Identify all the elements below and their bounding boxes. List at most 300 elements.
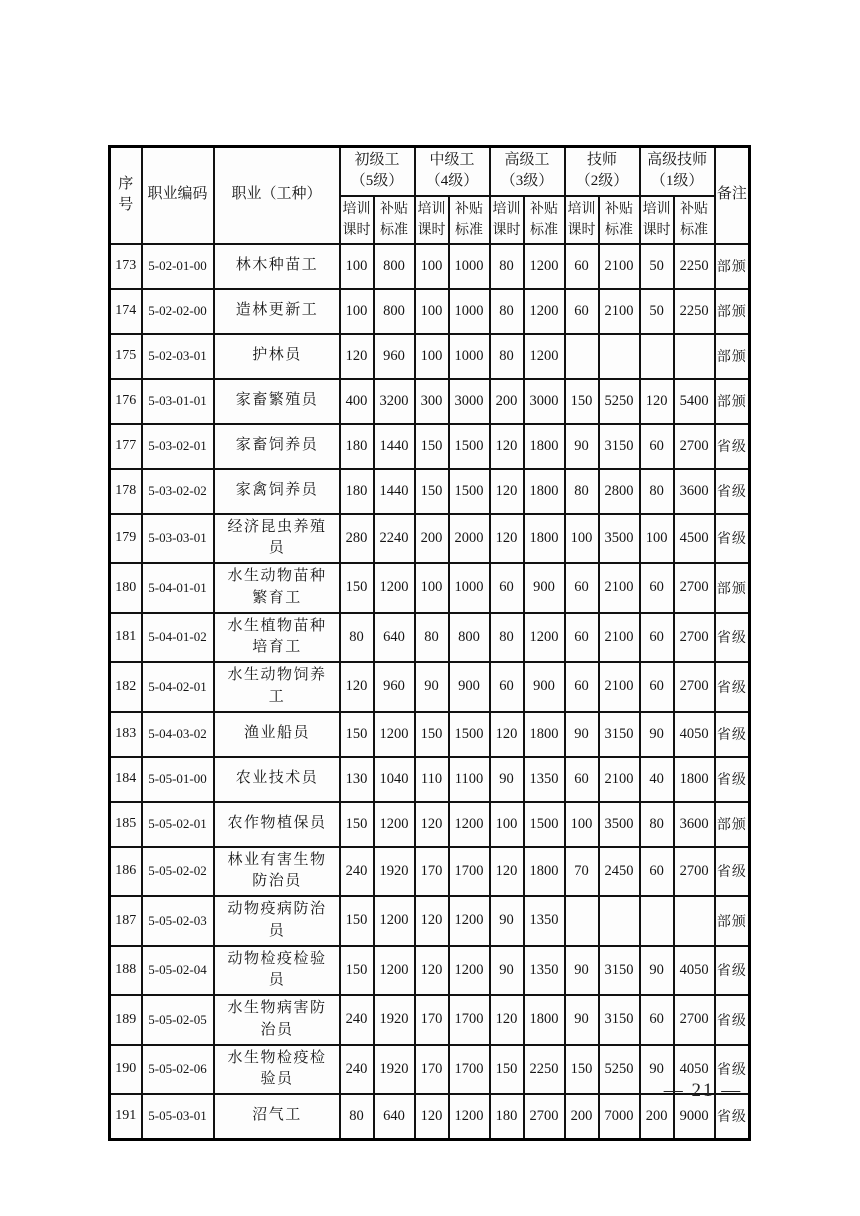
cell-code: 5-03-02-01 bbox=[142, 424, 214, 469]
cell-value: 90 bbox=[490, 757, 524, 802]
cell-value: 1440 bbox=[374, 424, 415, 469]
cell-value: 120 bbox=[490, 469, 524, 514]
cell-value: 3150 bbox=[599, 946, 640, 996]
cell-value: 50 bbox=[640, 244, 674, 289]
cell-value: 100 bbox=[415, 334, 449, 379]
cell-value: 130 bbox=[340, 757, 374, 802]
cell-value: 120 bbox=[415, 896, 449, 946]
cell-seq: 179 bbox=[110, 514, 142, 564]
cell-value: 100 bbox=[340, 244, 374, 289]
cell-value bbox=[640, 334, 674, 379]
cell-value: 50 bbox=[640, 289, 674, 334]
cell-seq: 188 bbox=[110, 946, 142, 996]
cell-occupation: 家畜繁殖员 bbox=[214, 379, 340, 424]
group-name: 技师 bbox=[587, 152, 618, 169]
cell-value: 90 bbox=[490, 896, 524, 946]
cell-value: 2100 bbox=[599, 244, 640, 289]
cell-value: 1920 bbox=[374, 847, 415, 897]
cell-seq: 190 bbox=[110, 1045, 142, 1095]
cell-occupation: 家畜饲养员 bbox=[214, 424, 340, 469]
cell-code: 5-05-02-06 bbox=[142, 1045, 214, 1095]
cell-value: 5250 bbox=[599, 1045, 640, 1095]
cell-value: 150 bbox=[415, 469, 449, 514]
cell-value: 180 bbox=[340, 469, 374, 514]
group-name: 中级工 bbox=[429, 152, 475, 169]
cell-occupation: 农作物植保员 bbox=[214, 802, 340, 847]
cell-occupation: 水生物病害防治员 bbox=[214, 995, 340, 1045]
cell-value: 200 bbox=[490, 379, 524, 424]
cell-value: 120 bbox=[415, 802, 449, 847]
cell-value: 1700 bbox=[449, 1045, 490, 1095]
cell-code: 5-05-03-01 bbox=[142, 1094, 214, 1139]
cell-value: 170 bbox=[415, 1045, 449, 1095]
cell-value: 4050 bbox=[674, 946, 715, 996]
cell-value: 80 bbox=[340, 1094, 374, 1139]
cell-seq: 189 bbox=[110, 995, 142, 1045]
cell-remark: 部颁 bbox=[715, 802, 750, 847]
cell-value: 2100 bbox=[599, 662, 640, 712]
col-header-seq: 序号 bbox=[110, 147, 142, 244]
cell-value: 9000 bbox=[674, 1094, 715, 1139]
cell-value: 60 bbox=[565, 289, 599, 334]
cell-remark: 省级 bbox=[715, 514, 750, 564]
cell-code: 5-03-02-02 bbox=[142, 469, 214, 514]
group-level: （5级） bbox=[350, 173, 404, 190]
cell-code: 5-04-01-02 bbox=[142, 613, 214, 663]
group-level: （3级） bbox=[500, 173, 554, 190]
cell-value: 1700 bbox=[449, 847, 490, 897]
cell-occupation: 护林员 bbox=[214, 334, 340, 379]
subcol-hours: 培训课时 bbox=[340, 196, 374, 244]
cell-value: 80 bbox=[490, 613, 524, 663]
cell-value: 1350 bbox=[524, 946, 565, 996]
cell-value: 80 bbox=[490, 289, 524, 334]
cell-occupation: 渔业船员 bbox=[214, 712, 340, 757]
cell-value: 1920 bbox=[374, 995, 415, 1045]
cell-value: 80 bbox=[490, 244, 524, 289]
subcol-hours: 培训课时 bbox=[565, 196, 599, 244]
table-row bbox=[110, 802, 750, 847]
cell-remark: 省级 bbox=[715, 613, 750, 663]
cell-value: 2250 bbox=[524, 1045, 565, 1095]
cell-occupation: 林木种苗工 bbox=[214, 244, 340, 289]
cell-value: 60 bbox=[490, 662, 524, 712]
cell-value: 1200 bbox=[524, 334, 565, 379]
cell-value: 80 bbox=[340, 613, 374, 663]
cell-value: 1350 bbox=[524, 896, 565, 946]
cell-value: 60 bbox=[565, 563, 599, 613]
cell-value: 90 bbox=[565, 946, 599, 996]
cell-value: 110 bbox=[415, 757, 449, 802]
cell-value: 1200 bbox=[374, 896, 415, 946]
cell-value: 240 bbox=[340, 1045, 374, 1095]
cell-occupation: 水生动物饲养工 bbox=[214, 662, 340, 712]
cell-value: 100 bbox=[640, 514, 674, 564]
cell-value: 150 bbox=[565, 1045, 599, 1095]
cell-value: 90 bbox=[490, 946, 524, 996]
table-row bbox=[110, 334, 750, 379]
cell-value: 5250 bbox=[599, 379, 640, 424]
cell-value: 7000 bbox=[599, 1094, 640, 1139]
cell-value: 60 bbox=[640, 613, 674, 663]
cell-value: 120 bbox=[340, 662, 374, 712]
table-row bbox=[110, 757, 750, 802]
cell-occupation: 农业技术员 bbox=[214, 757, 340, 802]
cell-value: 2450 bbox=[599, 847, 640, 897]
cell-value: 2250 bbox=[674, 244, 715, 289]
cell-value: 2100 bbox=[599, 563, 640, 613]
cell-remark: 省级 bbox=[715, 1045, 750, 1095]
cell-seq: 175 bbox=[110, 334, 142, 379]
cell-value: 3500 bbox=[599, 802, 640, 847]
cell-value: 150 bbox=[415, 712, 449, 757]
cell-occupation: 水生物检疫检验员 bbox=[214, 1045, 340, 1095]
cell-value: 150 bbox=[415, 424, 449, 469]
page-number: — 21 — bbox=[663, 1080, 743, 1101]
cell-remark: 省级 bbox=[715, 946, 750, 996]
cell-value: 900 bbox=[524, 662, 565, 712]
cell-value: 2700 bbox=[674, 563, 715, 613]
cell-value: 1200 bbox=[374, 946, 415, 996]
cell-value: 90 bbox=[415, 662, 449, 712]
cell-value: 4500 bbox=[674, 514, 715, 564]
col-header-occupation: 职业（工种） bbox=[214, 147, 340, 244]
cell-value: 640 bbox=[374, 1094, 415, 1139]
cell-value: 60 bbox=[640, 847, 674, 897]
cell-seq: 180 bbox=[110, 563, 142, 613]
cell-value: 5400 bbox=[674, 379, 715, 424]
table-row bbox=[110, 662, 750, 712]
cell-code: 5-04-02-01 bbox=[142, 662, 214, 712]
cell-value: 90 bbox=[640, 712, 674, 757]
cell-value: 180 bbox=[490, 1094, 524, 1139]
table-row bbox=[110, 563, 750, 613]
cell-code: 5-05-02-04 bbox=[142, 946, 214, 996]
cell-value: 90 bbox=[565, 424, 599, 469]
cell-value bbox=[599, 334, 640, 379]
cell-remark: 省级 bbox=[715, 662, 750, 712]
cell-occupation: 林业有害生物防治员 bbox=[214, 847, 340, 897]
cell-value: 100 bbox=[415, 563, 449, 613]
cell-remark: 部颁 bbox=[715, 334, 750, 379]
cell-value: 300 bbox=[415, 379, 449, 424]
cell-value: 150 bbox=[565, 379, 599, 424]
subcol-subsidy: 补贴标准 bbox=[674, 196, 715, 244]
col-header-remark: 备注 bbox=[715, 147, 750, 244]
cell-value: 1200 bbox=[449, 946, 490, 996]
cell-value: 3600 bbox=[674, 802, 715, 847]
col-group-intermediate bbox=[415, 147, 490, 196]
cell-value: 1920 bbox=[374, 1045, 415, 1095]
cell-value: 80 bbox=[640, 802, 674, 847]
cell-seq: 184 bbox=[110, 757, 142, 802]
cell-value: 2100 bbox=[599, 757, 640, 802]
col-group-junior bbox=[340, 147, 415, 196]
cell-value: 80 bbox=[415, 613, 449, 663]
cell-value: 1440 bbox=[374, 469, 415, 514]
cell-value: 800 bbox=[449, 613, 490, 663]
cell-value: 90 bbox=[565, 995, 599, 1045]
cell-value: 640 bbox=[374, 613, 415, 663]
cell-value: 2250 bbox=[674, 289, 715, 334]
cell-value: 120 bbox=[415, 946, 449, 996]
subcol-hours: 培训课时 bbox=[490, 196, 524, 244]
cell-value: 120 bbox=[340, 334, 374, 379]
cell-value: 60 bbox=[640, 995, 674, 1045]
group-level: （4级） bbox=[425, 173, 479, 190]
cell-seq: 183 bbox=[110, 712, 142, 757]
cell-code: 5-02-01-00 bbox=[142, 244, 214, 289]
cell-value bbox=[674, 896, 715, 946]
cell-value: 100 bbox=[565, 802, 599, 847]
table-row bbox=[110, 896, 750, 946]
cell-value: 100 bbox=[340, 289, 374, 334]
cell-code: 5-05-02-02 bbox=[142, 847, 214, 897]
cell-value: 3500 bbox=[599, 514, 640, 564]
cell-occupation: 造林更新工 bbox=[214, 289, 340, 334]
cell-seq: 187 bbox=[110, 896, 142, 946]
cell-code: 5-04-03-02 bbox=[142, 712, 214, 757]
cell-code: 5-04-01-01 bbox=[142, 563, 214, 613]
cell-value: 1200 bbox=[449, 896, 490, 946]
table-row bbox=[110, 847, 750, 897]
cell-value: 170 bbox=[415, 847, 449, 897]
cell-value: 400 bbox=[340, 379, 374, 424]
subcol-subsidy: 补贴标准 bbox=[599, 196, 640, 244]
subcol-subsidy: 补贴标准 bbox=[449, 196, 490, 244]
cell-value: 1800 bbox=[674, 757, 715, 802]
cell-value: 2700 bbox=[674, 613, 715, 663]
cell-value: 120 bbox=[490, 847, 524, 897]
cell-value: 60 bbox=[490, 563, 524, 613]
cell-value: 1200 bbox=[524, 244, 565, 289]
cell-code: 5-05-02-05 bbox=[142, 995, 214, 1045]
cell-value: 150 bbox=[340, 712, 374, 757]
cell-value: 60 bbox=[565, 244, 599, 289]
cell-value: 240 bbox=[340, 995, 374, 1045]
cell-value: 1200 bbox=[374, 563, 415, 613]
cell-value: 90 bbox=[640, 946, 674, 996]
cell-value: 1000 bbox=[449, 244, 490, 289]
cell-value: 2700 bbox=[674, 995, 715, 1045]
cell-remark: 省级 bbox=[715, 847, 750, 897]
cell-value: 150 bbox=[340, 896, 374, 946]
cell-seq: 178 bbox=[110, 469, 142, 514]
cell-value: 80 bbox=[490, 334, 524, 379]
cell-value: 120 bbox=[490, 514, 524, 564]
cell-value: 240 bbox=[340, 847, 374, 897]
cell-value: 150 bbox=[490, 1045, 524, 1095]
table-row bbox=[110, 289, 750, 334]
cell-value bbox=[565, 896, 599, 946]
cell-value: 3150 bbox=[599, 424, 640, 469]
cell-remark: 部颁 bbox=[715, 244, 750, 289]
cell-value: 60 bbox=[565, 757, 599, 802]
cell-seq: 185 bbox=[110, 802, 142, 847]
cell-value: 800 bbox=[374, 244, 415, 289]
cell-remark: 省级 bbox=[715, 1094, 750, 1139]
table-row bbox=[110, 514, 750, 564]
cell-value: 60 bbox=[565, 613, 599, 663]
cell-seq: 173 bbox=[110, 244, 142, 289]
cell-seq: 177 bbox=[110, 424, 142, 469]
cell-value bbox=[565, 334, 599, 379]
cell-value: 3000 bbox=[524, 379, 565, 424]
cell-remark: 部颁 bbox=[715, 563, 750, 613]
cell-value: 120 bbox=[490, 424, 524, 469]
cell-value: 3000 bbox=[449, 379, 490, 424]
cell-code: 5-05-02-01 bbox=[142, 802, 214, 847]
subcol-subsidy: 补贴标准 bbox=[524, 196, 565, 244]
cell-value: 1200 bbox=[524, 613, 565, 663]
cell-code: 5-03-01-01 bbox=[142, 379, 214, 424]
cell-remark: 省级 bbox=[715, 757, 750, 802]
cell-remark: 部颁 bbox=[715, 379, 750, 424]
cell-value: 1800 bbox=[524, 514, 565, 564]
cell-value: 2700 bbox=[674, 847, 715, 897]
cell-value: 1000 bbox=[449, 563, 490, 613]
cell-value: 80 bbox=[640, 469, 674, 514]
cell-value: 170 bbox=[415, 995, 449, 1045]
cell-value: 1000 bbox=[449, 334, 490, 379]
cell-value: 1000 bbox=[449, 289, 490, 334]
group-name: 高级技师 bbox=[647, 152, 708, 169]
cell-value: 1500 bbox=[449, 424, 490, 469]
cell-value: 960 bbox=[374, 662, 415, 712]
cell-value: 2700 bbox=[524, 1094, 565, 1139]
cell-value: 70 bbox=[565, 847, 599, 897]
cell-code: 5-02-02-00 bbox=[142, 289, 214, 334]
cell-value: 150 bbox=[340, 946, 374, 996]
cell-value: 1200 bbox=[374, 802, 415, 847]
subsidy-standards-table bbox=[108, 145, 751, 1141]
cell-value: 90 bbox=[565, 712, 599, 757]
cell-occupation: 动物疫病防治员 bbox=[214, 896, 340, 946]
cell-value: 1350 bbox=[524, 757, 565, 802]
cell-value: 1500 bbox=[524, 802, 565, 847]
col-group-senior-technician bbox=[640, 147, 715, 196]
cell-occupation: 水生动物苗种繁育工 bbox=[214, 563, 340, 613]
cell-value: 1040 bbox=[374, 757, 415, 802]
cell-value: 4050 bbox=[674, 712, 715, 757]
cell-value: 200 bbox=[415, 514, 449, 564]
cell-value: 2100 bbox=[599, 289, 640, 334]
cell-value: 100 bbox=[415, 244, 449, 289]
group-name: 高级工 bbox=[504, 152, 550, 169]
col-header-code: 职业编码 bbox=[142, 147, 214, 244]
cell-occupation: 经济昆虫养殖员 bbox=[214, 514, 340, 564]
cell-value: 200 bbox=[640, 1094, 674, 1139]
cell-value: 2000 bbox=[449, 514, 490, 564]
cell-value: 100 bbox=[415, 289, 449, 334]
cell-value: 1200 bbox=[449, 1094, 490, 1139]
cell-value: 900 bbox=[449, 662, 490, 712]
cell-value: 60 bbox=[640, 424, 674, 469]
cell-seq: 191 bbox=[110, 1094, 142, 1139]
cell-remark: 部颁 bbox=[715, 289, 750, 334]
cell-value: 1800 bbox=[524, 469, 565, 514]
cell-code: 5-05-01-00 bbox=[142, 757, 214, 802]
cell-value: 1500 bbox=[449, 712, 490, 757]
subcol-hours: 培训课时 bbox=[640, 196, 674, 244]
cell-value: 280 bbox=[340, 514, 374, 564]
cell-value: 120 bbox=[490, 995, 524, 1045]
cell-value: 1800 bbox=[524, 847, 565, 897]
table-row bbox=[110, 379, 750, 424]
cell-value: 60 bbox=[640, 563, 674, 613]
table-row bbox=[110, 712, 750, 757]
cell-value: 1500 bbox=[449, 469, 490, 514]
cell-value: 1700 bbox=[449, 995, 490, 1045]
cell-value: 1800 bbox=[524, 995, 565, 1045]
cell-value: 60 bbox=[640, 662, 674, 712]
cell-value: 150 bbox=[340, 563, 374, 613]
cell-value: 2700 bbox=[674, 662, 715, 712]
cell-remark: 省级 bbox=[715, 995, 750, 1045]
cell-occupation: 沼气工 bbox=[214, 1094, 340, 1139]
cell-value: 2100 bbox=[599, 613, 640, 663]
cell-value: 60 bbox=[565, 662, 599, 712]
table-body bbox=[110, 244, 750, 1140]
table-row bbox=[110, 244, 750, 289]
cell-code: 5-03-03-01 bbox=[142, 514, 214, 564]
cell-value: 1100 bbox=[449, 757, 490, 802]
cell-value: 3200 bbox=[374, 379, 415, 424]
cell-value: 100 bbox=[565, 514, 599, 564]
cell-occupation: 动物检疫检验员 bbox=[214, 946, 340, 996]
table-row bbox=[110, 946, 750, 996]
table-row bbox=[110, 995, 750, 1045]
cell-occupation: 家禽饲养员 bbox=[214, 469, 340, 514]
cell-remark: 省级 bbox=[715, 712, 750, 757]
cell-value: 1800 bbox=[524, 424, 565, 469]
cell-remark: 部颁 bbox=[715, 896, 750, 946]
cell-value: 3150 bbox=[599, 995, 640, 1045]
col-group-technician bbox=[565, 147, 640, 196]
cell-value: 40 bbox=[640, 757, 674, 802]
cell-value: 180 bbox=[340, 424, 374, 469]
cell-seq: 181 bbox=[110, 613, 142, 663]
table-row bbox=[110, 424, 750, 469]
cell-value: 4050 bbox=[674, 1045, 715, 1095]
cell-value: 120 bbox=[415, 1094, 449, 1139]
group-level: （1级） bbox=[650, 173, 704, 190]
cell-value: 800 bbox=[374, 289, 415, 334]
cell-code: 5-02-03-01 bbox=[142, 334, 214, 379]
cell-value: 2800 bbox=[599, 469, 640, 514]
cell-value: 3150 bbox=[599, 712, 640, 757]
cell-seq: 186 bbox=[110, 847, 142, 897]
cell-remark: 省级 bbox=[715, 424, 750, 469]
cell-value: 150 bbox=[340, 802, 374, 847]
cell-value: 2700 bbox=[674, 424, 715, 469]
table-row bbox=[110, 613, 750, 663]
cell-value: 100 bbox=[490, 802, 524, 847]
cell-value: 80 bbox=[565, 469, 599, 514]
cell-value: 960 bbox=[374, 334, 415, 379]
cell-seq: 174 bbox=[110, 289, 142, 334]
col-group-senior bbox=[490, 147, 565, 196]
cell-value: 1200 bbox=[524, 289, 565, 334]
cell-occupation: 水生植物苗种培育工 bbox=[214, 613, 340, 663]
cell-value: 900 bbox=[524, 563, 565, 613]
cell-seq: 176 bbox=[110, 379, 142, 424]
cell-value: 2240 bbox=[374, 514, 415, 564]
group-level: （2级） bbox=[575, 173, 629, 190]
cell-value bbox=[674, 334, 715, 379]
cell-seq: 182 bbox=[110, 662, 142, 712]
cell-value: 3600 bbox=[674, 469, 715, 514]
